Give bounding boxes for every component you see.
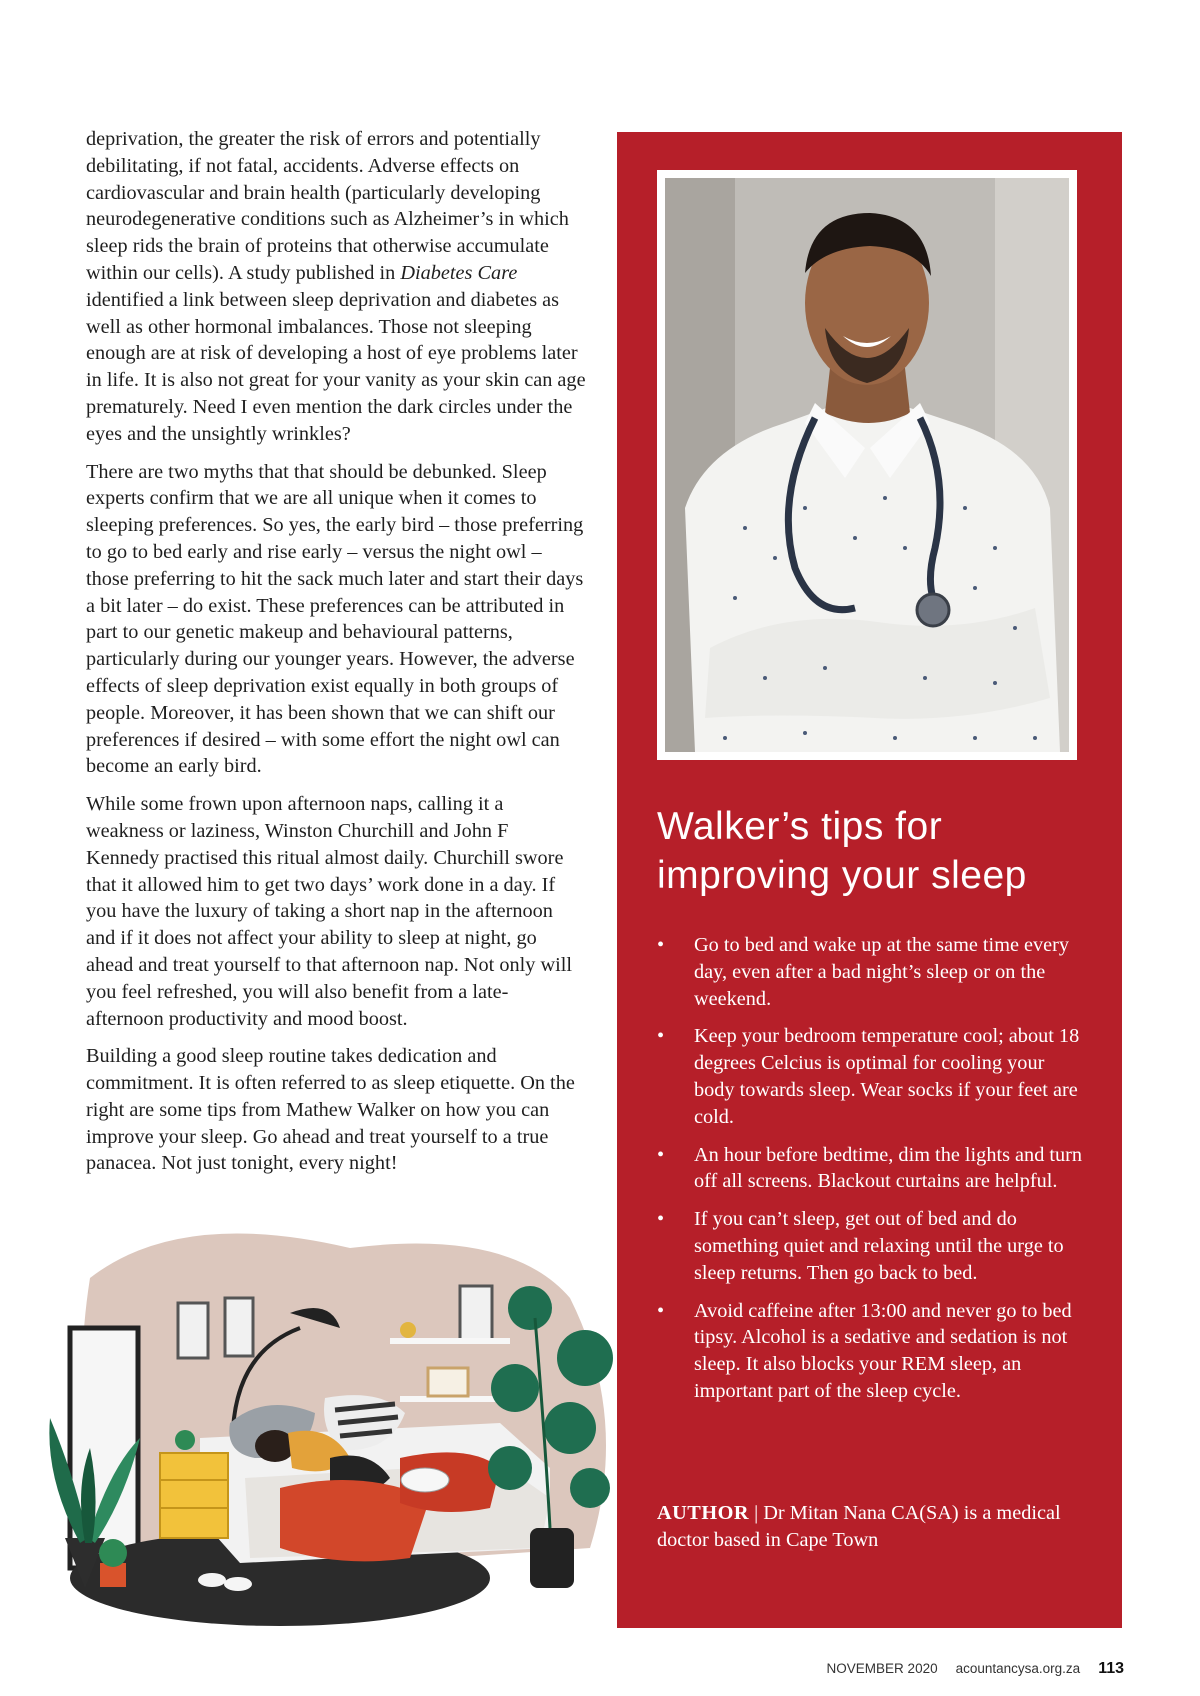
article-body <box>86 126 586 1188</box>
page-number: 113 <box>1098 1660 1124 1677</box>
author-note <box>657 1500 1087 1554</box>
paragraph-4: Building a good sleep routine takes dedication and commitment. It is often referred to as sleep etiquette. On the right are some tips from Mathew Walker on how you can improve your sleep. Go ahead and treat yourself to a true panacea. Not just tonight, every night! <box>86 1045 575 1175</box>
author-label: AUTHOR <box>657 1502 750 1524</box>
author-photo-frame <box>657 170 1077 760</box>
tip-text: Keep your bedroom temperature cool; about 18 degrees Celcius is optimal for cooling your body towards sleep. Wear socks if your feet are cold. <box>694 1025 1080 1128</box>
author-text: Dr Mitan Nana CA(SA) is a medical doctor based in Cape Town <box>657 1502 1061 1551</box>
tip-text: Avoid caffeine after 13:00 and never go to bed tipsy. Alcohol is a sedative and sedation is not sleep. It also blocks your REM sleep, an important part of the sleep cycle. <box>694 1299 1072 1402</box>
journal-title: Diabetes Care <box>400 261 518 284</box>
author-separator: | <box>749 1502 764 1524</box>
list-item <box>657 1298 1087 1405</box>
bedroom-illustration <box>30 1218 670 1628</box>
paragraph-2: There are two myths that that should be debunked. Sleep experts confirm that we are all unique when it comes to sleeping preferences. So yes, the early bird – those preferring to go to bed early and rise early – versus the night owl – those preferring to hit the sack much later and start their days a bit later – do exist. These preferences can be attributed in part to our genetic makeup and behavioural patterns, particularly during our younger years. However, the adverse effects of sleep deprivation exist equally in both groups of people. Moreover, it has been shown that we can shift our preferences if desired – with some effort the night owl can become an early bird. <box>86 460 584 778</box>
tips-sidebar <box>617 132 1122 1628</box>
list-item <box>657 1023 1087 1130</box>
tip-text: An hour before bedtime, dim the lights and turn off all screens. Blackout curtains are helpful. <box>694 1143 1083 1193</box>
paragraph-3: While some frown upon afternoon naps, calling it a weakness or laziness, Winston Churchill and John F Kennedy practised this ritual almost daily. Churchill swore that it allowed him to get two days’ work done in a day. If you have the luxury of taking a short nap in the afternoon and if it does not affect your ability to sleep at night, go ahead and treat yourself to that afternoon nap. Not only will you feel refreshed, you will also benefit from a late-afternoon productivity and mood boost. <box>86 793 573 1030</box>
paragraph-1-text-a: deprivation, the greater the risk of errors and potentially debilitating, if not fatal, accidents. Adverse effects on cardiovascular and brain health (particularly developing neurodegenerative conditions such as Alzheimer’s in which sleep rids the brain of proteins that otherwise accumulate within our cells). A study published in <box>86 128 569 284</box>
list-item <box>657 1142 1087 1196</box>
bullet-icon: • <box>657 1299 665 1322</box>
bullet-icon: • <box>657 1208 665 1231</box>
author-photo <box>665 178 1069 752</box>
page-footer <box>827 1660 1124 1678</box>
paragraph-1-text-b: identified a link between sleep deprivation and diabetes as well as other hormonal imbalances. Those not sleeping enough are at risk of developing a host of eye problems later in life. It is also not great for your vanity as your skin can age prematurely. Need I even mention the dark circles under the eyes and the unsightly wrinkles? <box>86 288 586 445</box>
tip-text: Go to bed and wake up at the same time every day, even after a bad night’s sleep or on the weekend. <box>694 934 1070 1010</box>
website-link[interactable]: acountancysa.org.za <box>955 1661 1081 1676</box>
bullet-icon: • <box>657 1143 665 1166</box>
tips-list <box>657 932 1087 1416</box>
tip-text: If you can’t sleep, get out of bed and do something quiet and relaxing until the urge to sleep returns. Then go back to bed. <box>694 1208 1064 1284</box>
paragraph-1 <box>86 126 586 448</box>
bullet-icon: • <box>657 934 665 956</box>
doctor-portrait-icon <box>665 178 1069 752</box>
list-item <box>657 1206 1087 1286</box>
issue-date: NOVEMBER 2020 <box>826 1661 938 1676</box>
sidebar-heading: Walker’s tips for improving your sleep <box>657 805 1027 897</box>
sleeping-woman-icon <box>30 1218 670 1628</box>
bullet-icon: • <box>657 1025 665 1048</box>
list-item <box>657 932 1087 1012</box>
